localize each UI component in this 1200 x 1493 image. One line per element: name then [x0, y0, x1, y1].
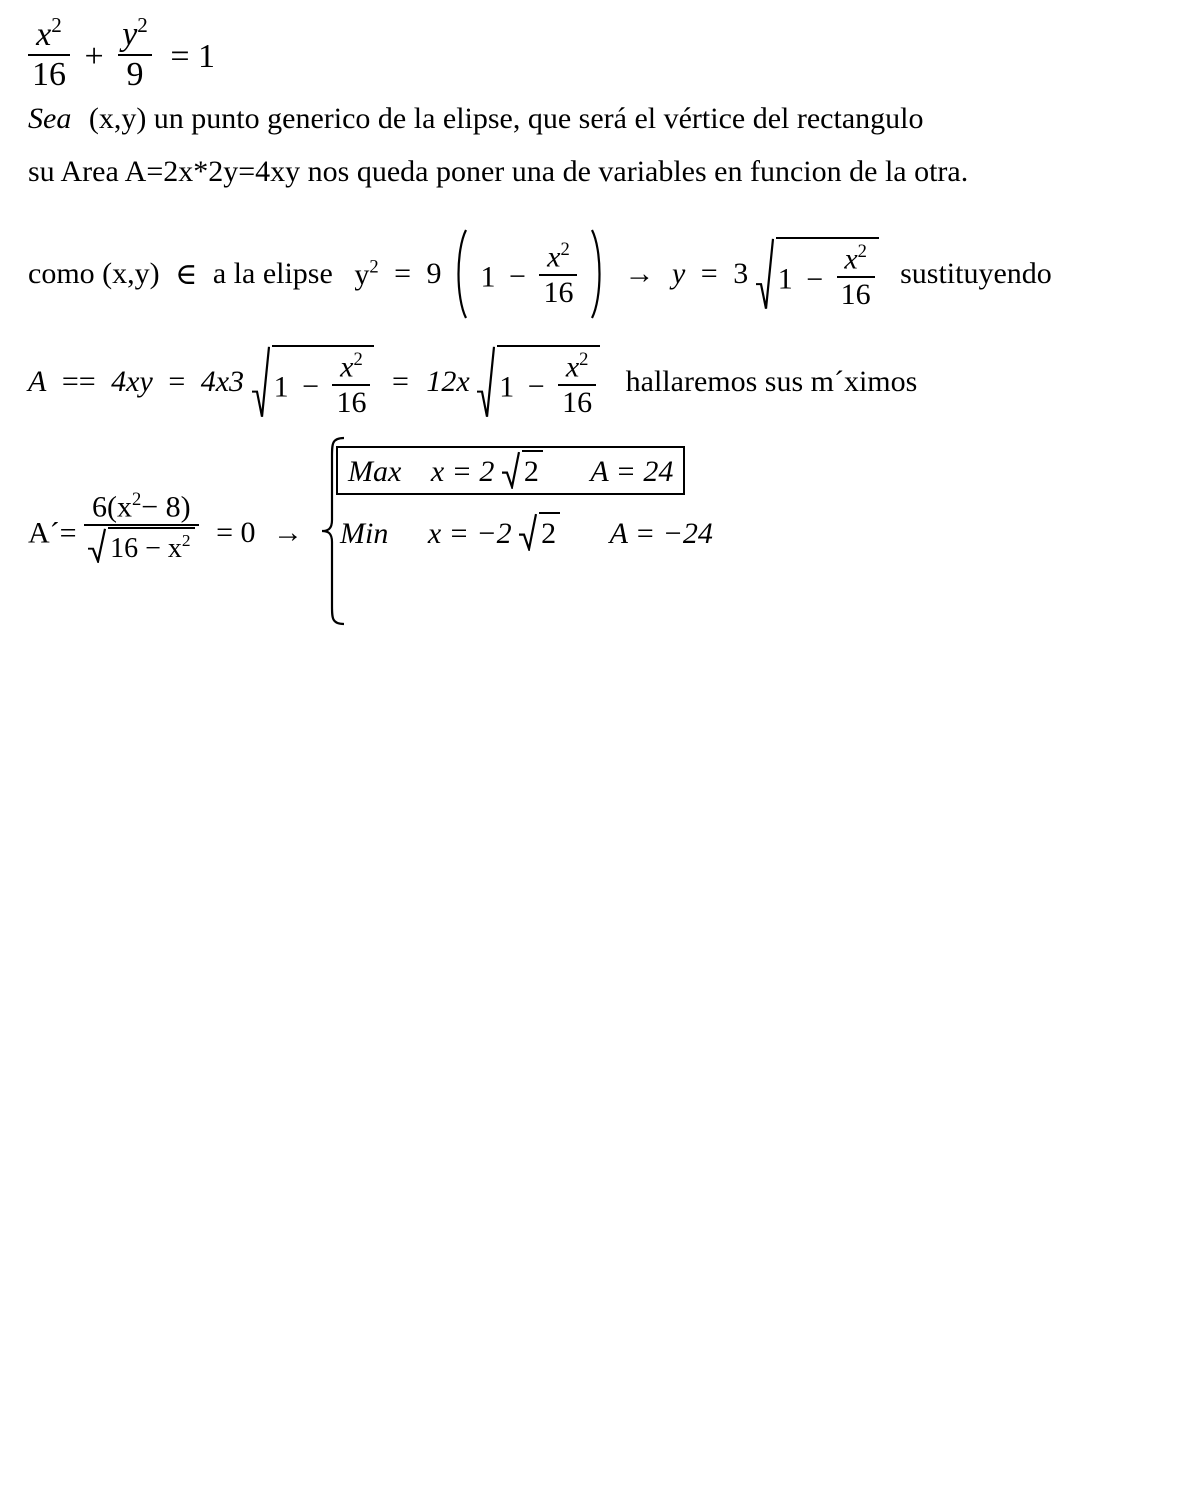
- fraction-numerator: $x^2$: [332, 350, 370, 386]
- square-root: [756, 237, 879, 311]
- left-paren-large: [451, 228, 469, 320]
- equation-substitution: [28, 228, 1052, 320]
- fraction-denominator: [84, 526, 198, 563]
- a-la-elipse: a la elipse: [212, 257, 333, 290]
- equals-sign: =: [394, 257, 412, 290]
- fraction-numerator: $6(x^2- 8)$: [84, 490, 198, 526]
- radical-icon: [88, 527, 106, 563]
- text-line-sea: [28, 102, 923, 136]
- min-x-value: x = −2: [427, 517, 512, 550]
- min-area-value: A = −24: [609, 517, 713, 550]
- A-prime-label: A´=: [28, 516, 77, 550]
- square-root-1: [252, 345, 375, 419]
- fraction-denominator: 16: [543, 275, 574, 309]
- fraction-numerator: $x^2$: [28, 14, 70, 56]
- equation-area: [28, 345, 917, 419]
- square-root-2-min: [519, 512, 560, 551]
- result-max: [336, 446, 685, 495]
- como-lead: como (x,y): [28, 257, 160, 290]
- arrow-icon: →: [272, 516, 303, 550]
- fraction-x2-over-16: [28, 14, 70, 92]
- plus-sign: +: [84, 38, 104, 76]
- fraction-y2-over-9: [118, 14, 152, 92]
- element-of-icon: ∈: [175, 257, 198, 291]
- square-root-2: [477, 345, 600, 419]
- max-x-value: x = 2: [430, 455, 495, 488]
- coefficient-three: 3: [733, 257, 749, 290]
- fraction-denominator: 16: [562, 386, 593, 420]
- coefficient-nine: 9: [426, 257, 442, 290]
- radical-icon: [519, 512, 537, 551]
- hallaremos-text: hallaremos sus m´ximos: [625, 364, 918, 398]
- fraction-denominator: 9: [126, 55, 144, 93]
- radicand: 1 − $\frac{x^2}{16}$: [272, 345, 375, 419]
- right-paren-large: [589, 228, 607, 320]
- square-root-2-max: [502, 450, 543, 489]
- term-12x: 12x: [426, 364, 470, 398]
- fraction-denominator: 16: [840, 278, 871, 312]
- max-result-box: [336, 446, 685, 495]
- A-symbol: A: [28, 364, 47, 398]
- fraction-numerator: $x^2$: [837, 242, 875, 278]
- equals-zero: = 0: [216, 516, 256, 550]
- square-root-denominator: [88, 527, 194, 563]
- sea-sentence: (x,y) un punto generico de la elipse, que será el vértice del rectangulo: [88, 102, 924, 135]
- radical-icon: [502, 450, 520, 489]
- fraction-x2-over-16: [332, 350, 370, 419]
- radical-icon: [756, 237, 774, 311]
- minus-sign: −: [509, 260, 526, 294]
- fraction-numerator: $x^2$: [558, 350, 596, 386]
- fraction-x2-over-16: [558, 350, 596, 419]
- y-variable: y: [671, 257, 686, 290]
- radicand: 2: [522, 450, 543, 489]
- fraction-denominator: 16: [32, 55, 66, 93]
- sea-word: Sea: [28, 102, 72, 135]
- equals-sign-2: =: [700, 257, 718, 290]
- radical-icon: [477, 345, 495, 419]
- fraction-numerator: $x^2$: [539, 240, 577, 276]
- fraction-numerator: $y^2$: [118, 14, 152, 56]
- text-line-area: su Area A=2x*2y=4xy nos queda poner una de variables en funcion de la otra.: [28, 155, 969, 188]
- y-squared: $y^2$: [354, 256, 379, 291]
- radicand: 1 − $\frac{x^2}{16}$: [776, 237, 879, 311]
- fraction-x2-over-16: [539, 240, 577, 309]
- term-4xy: 4xy: [111, 364, 153, 398]
- equation-derivative: [28, 490, 313, 563]
- arrow-icon: →: [624, 257, 655, 290]
- one: 1: [480, 260, 496, 294]
- min-label: Min: [340, 517, 389, 550]
- max-area-value: A = 24: [590, 455, 674, 488]
- paren-content: [477, 240, 582, 309]
- fraction-derivative: [84, 490, 198, 563]
- radicand: 1 − $\frac{x^2}{16}$: [497, 345, 600, 419]
- term-4x3: 4x3: [200, 364, 245, 398]
- double-equals: ==: [61, 364, 96, 398]
- equals-one: = 1: [170, 38, 216, 76]
- equals-sign-2: =: [391, 364, 409, 398]
- radicand: $16 - x^2$: [108, 527, 194, 563]
- radicand: 2: [539, 512, 560, 551]
- radical-icon: [252, 345, 270, 419]
- equals-sign: =: [168, 364, 186, 398]
- max-label: Max: [348, 455, 402, 488]
- sustituyendo-word: sustituyendo: [900, 257, 1052, 290]
- result-min: [340, 512, 713, 551]
- fraction-denominator: 16: [336, 386, 367, 420]
- fraction-x2-over-16: [837, 242, 875, 311]
- equation-ellipse: [28, 14, 215, 92]
